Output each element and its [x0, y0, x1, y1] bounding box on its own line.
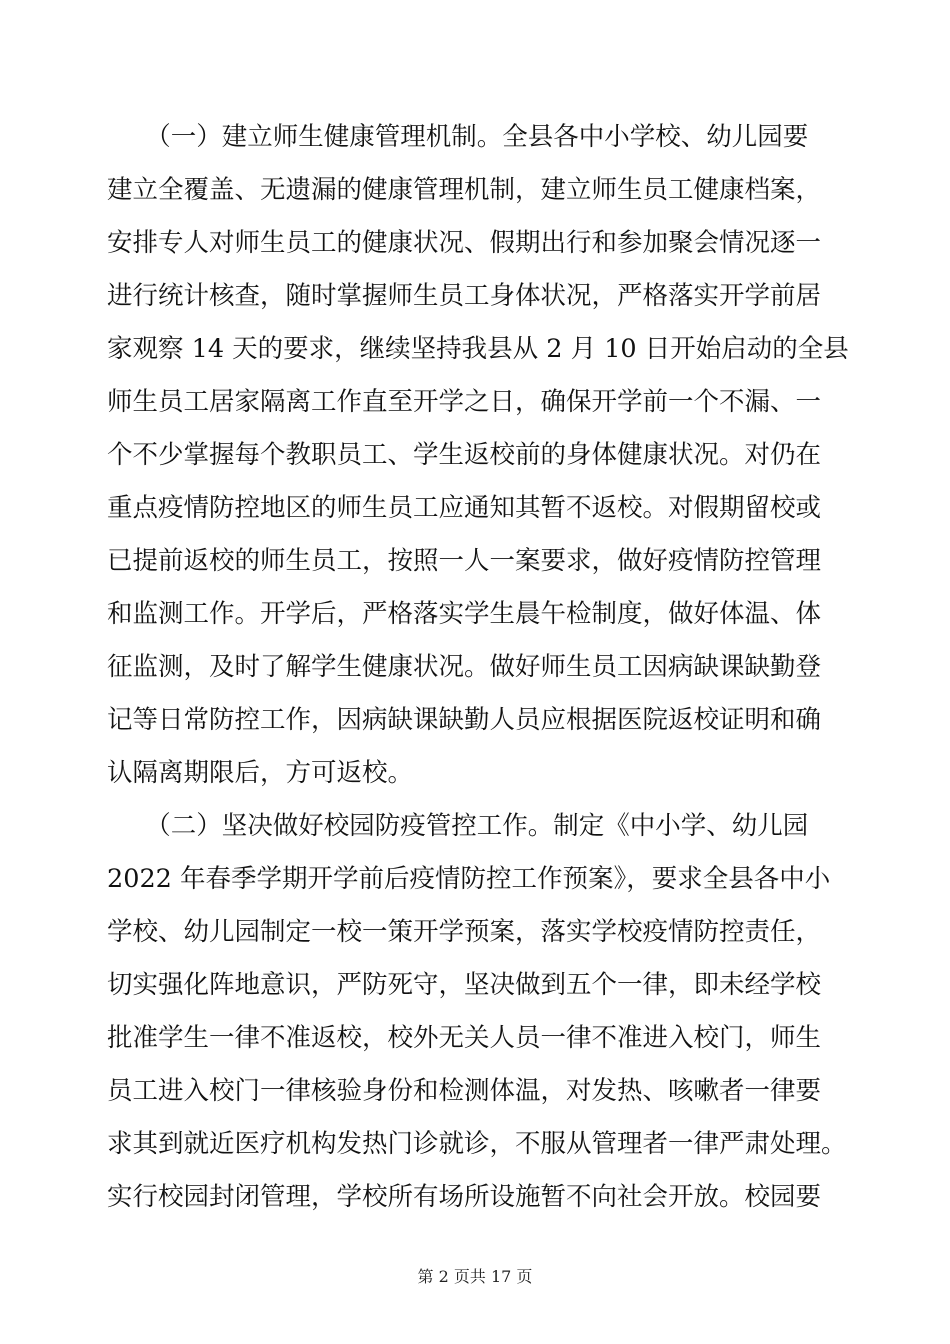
- text-line: 批准学生一律不准返校，校外无关人员一律不准进入校门，师生: [107, 1023, 822, 1053]
- text-line: 安排专人对师生员工的健康状况、假期出行和参加聚会情况逐一: [107, 228, 822, 258]
- text-line: 个不少掌握每个教职员工、学生返校前的身体健康状况。对仍在: [107, 440, 822, 470]
- text-line: 认隔离期限后，方可返校。: [107, 758, 414, 788]
- text-line: 已提前返校的师生员工，按照一人一案要求，做好疫情防控管理: [107, 546, 822, 576]
- text-line: 实行校园封闭管理，学校所有场所设施暂不向社会开放。校园要: [107, 1182, 822, 1212]
- text-line: 征监测，及时了解学生健康状况。做好师生员工因病缺课缺勤登: [107, 652, 822, 682]
- text-line: 家观察 14 天的要求，继续坚持我县从 2 月 10 日开始启动的全县: [107, 334, 849, 364]
- text-line: 和监测工作。开学后，严格落实学生晨午检制度，做好体温、体: [107, 599, 822, 629]
- text-line: 求其到就近医疗机构发热门诊就诊，不服从管理者一律严肃处理。: [107, 1129, 847, 1159]
- text-line: 进行统计核查，随时掌握师生员工身体状况，严格落实开学前居: [107, 281, 822, 311]
- text-line: 学校、幼儿园制定一校一策开学预案，落实学校疫情防控责任，: [107, 917, 822, 947]
- text-line: 员工进入校门一律核验身份和检测体温，对发热、咳嗽者一律要: [107, 1076, 822, 1106]
- text-line: 重点疫情防控地区的师生员工应通知其暂不返校。对假期留校或: [107, 493, 822, 523]
- body-text: [107, 111, 847, 1224]
- text-line: 2022 年春季学期开学前后疫情防控工作预案》，要求全县各中小: [107, 864, 831, 894]
- text-line: （二）坚决做好校园防疫管控工作。制定《中小学、幼儿园: [107, 811, 809, 841]
- page-number-footer: 第 2 页共 17 页: [417, 1267, 533, 1286]
- text-line: 师生员工居家隔离工作直至开学之日，确保开学前一个不漏、一: [107, 387, 822, 417]
- text-line: 记等日常防控工作，因病缺课缺勤人员应根据医院返校证明和确: [107, 705, 822, 735]
- text-line: 建立全覆盖、无遗漏的健康管理机制，建立师生员工健康档案，: [107, 175, 822, 205]
- text-line: （一）建立师生健康管理机制。全县各中小学校、幼儿园要: [107, 122, 809, 152]
- text-line: 切实强化阵地意识，严防死守，坚决做到五个一律，即未经学校: [107, 970, 822, 1000]
